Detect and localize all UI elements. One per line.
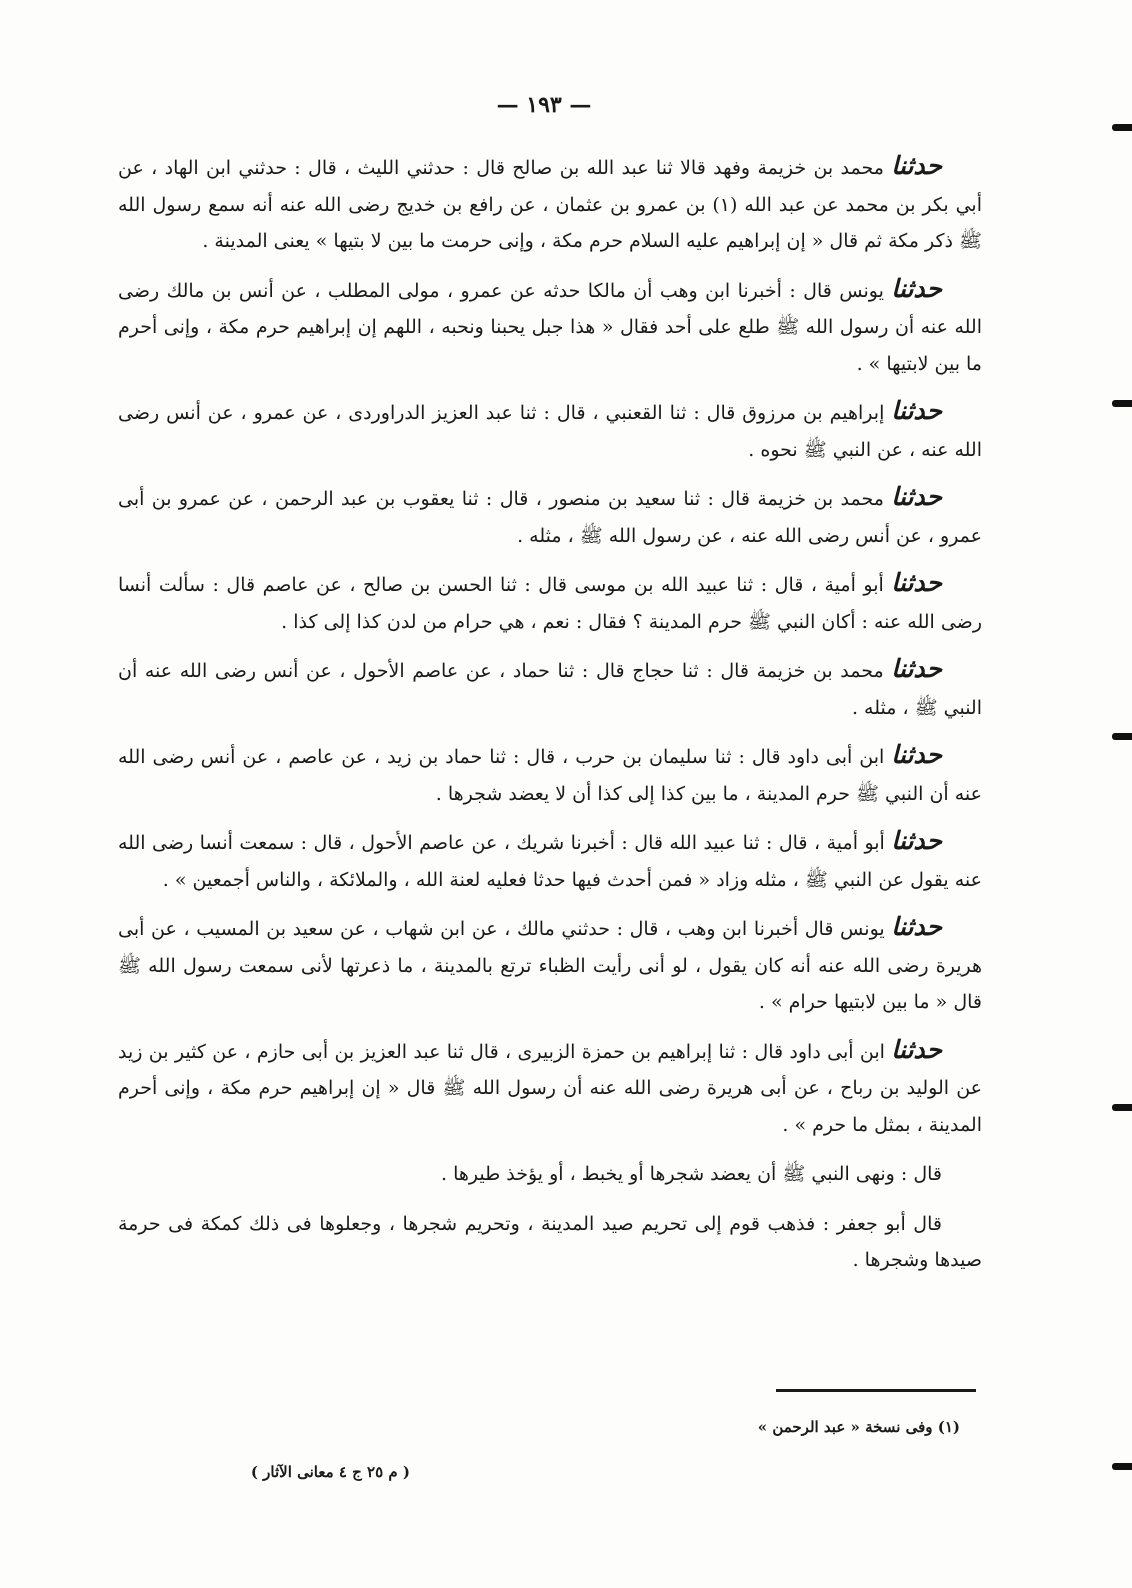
- paragraph-text: إبراهيم بن مرزوق قال : ثنا القعنبي ، قال : ثنا عبد العزيز الدراوردى ، عن عمرو ، عن أنس رضى الله عنه ، عن النبي ﷺ نحوه .: [118, 402, 982, 461]
- body-text: [118, 148, 982, 1290]
- paragraph: [118, 1032, 982, 1144]
- page-number: — ١٩٣ —: [496, 92, 592, 118]
- paragraph-text: محمد بن خزيمة وفهد قالا ثنا عبد الله بن صالح قال : حدثني الليث ، قال : حدثني ابن الهاد ، عن أبي بكر بن محمد عن عبد الله (١) بن عمرو بن عثمان ، عن رافع بن خديج رضى الله عنه أنه سمع رسول الله ﷺ ذكر مكة ثم قال « إن إبراهيم عليه السلام حرم مكة ، وإنى حرمت ما بين لا بتيها » يعنى المدينة .: [118, 157, 982, 252]
- paragraph-opener: حدثنا: [891, 912, 942, 941]
- footnote: (١) وفى نسخة « عبد الرحمن »: [757, 1418, 960, 1436]
- paragraph: [118, 1204, 982, 1279]
- paragraph-opener: حدثنا: [891, 482, 942, 511]
- paragraph: [118, 651, 982, 726]
- paragraph-text: يونس قال أخبرنا ابن وهب ، قال : حدثني مالك ، عن ابن شهاب ، عن سعيد بن المسيب ، عن أبى هريرة رضى الله عنه أنه كان يقول ، لو أنى رأيت الظباء ترتع بالمدينة ، ما ذعرتها لأنى سمعت رسول الله ﷺ قال « ما بين لابتيها حرام » .: [118, 918, 982, 1013]
- edge-mark: [1112, 124, 1132, 131]
- paragraph-text: ابن أبى داود قال : ثنا إبراهيم بن حمزة الزبيرى ، قال ثنا عبد العزيز بن أبى حازم ، عن كثير بن زيد عن الوليد بن رباح ، عن أبى هريرة رضى الله عنه أن رسول الله ﷺ قال « إن إبراهيم حرم مكة ، وإنى أحرم المدينة ، بمثل ما حرم » .: [118, 1040, 982, 1136]
- paragraph-opener: حدثنا: [891, 568, 942, 597]
- edge-mark: [1112, 1463, 1132, 1470]
- paragraph-text: أبو أمية ، قال : ثنا عبيد الله بن موسى قال : ثنا الحسن بن صالح ، عن عاصم قال : سألت أنسا رضى الله عنه : أكان النبي ﷺ حرم المدينة ؟ فقال : نعم ، هي حرام من لدن كذا إلى كذا .: [118, 574, 982, 633]
- paragraph-text: أبو أمية ، قال : ثنا عبيد الله قال : أخبرنا شريك ، عن عاصم الأحول ، قال : سمعت أنسا رضى الله عنه يقول عن النبي ﷺ ، مثله وزاد « فمن أحدث فيها حدثا فعليه لعنة الله ، والملائكة ، والناس أجمعين » .: [118, 832, 982, 891]
- edge-mark: [1112, 400, 1132, 407]
- paragraph: [118, 909, 982, 1021]
- paragraph-opener: حدثنا: [891, 151, 942, 180]
- paragraph-text: قال أبو جعفر : فذهب قوم إلى تحريم صيد المدينة ، وتحريم شجرها ، وجعلوها فى ذلك كمكة فى حرمة صيدها وشجرها .: [118, 1212, 982, 1271]
- edge-mark: [1112, 1104, 1132, 1111]
- paragraph: [118, 823, 982, 898]
- paragraph: [118, 393, 982, 468]
- paragraph-opener: حدثنا: [891, 654, 942, 683]
- paragraph: [118, 148, 982, 260]
- edge-mark: [1112, 733, 1132, 740]
- paragraph-text: يونس قال : أخبرنا ابن وهب أن مالكا حدثه عن عمرو ، مولى المطلب ، عن أنس بن مالك رضى الله عنه أن رسول الله ﷺ طلع على أحد فقال « هذا جبل يحبنا ونحبه ، اللهم إن إبراهيم حرم مكة ، وإنى أحرم ما بين لابتيها » .: [118, 279, 982, 375]
- paragraph-opener: حدثنا: [891, 273, 942, 303]
- paragraph-text: محمد بن خزيمة قال : ثنا حجاج قال : ثنا حماد ، عن عاصم الأحول ، عن أنس رضى الله عنه أن النبي ﷺ ، مثله .: [118, 660, 982, 719]
- paragraph-text: ابن أبى داود قال : ثنا سليمان بن حرب ، قال : ثنا حماد بن زيد ، عن عاصم ، عن أنس رضى الله عنه أن النبي ﷺ حرم المدينة ، ما بين كذا إلى كذا أن لا يعضد شجرها .: [118, 746, 982, 805]
- paragraph: [118, 737, 982, 812]
- signature-line: ( م ٢٥ ج ٤ معانى الآثار ): [250, 1463, 410, 1481]
- paragraph-text: قال : ونهى النبي ﷺ أن يعضد شجرها أو يخبط ، أو يؤخذ طيرها .: [441, 1163, 942, 1185]
- paragraph: [118, 479, 982, 554]
- paragraph: [118, 565, 982, 640]
- paragraph-opener: حدثنا: [891, 1034, 942, 1064]
- paragraph: [118, 1154, 982, 1193]
- paragraph-opener: حدثنا: [891, 396, 942, 425]
- paragraph-text: محمد بن خزيمة قال : ثنا سعيد بن منصور ، قال : ثنا يعقوب بن عبد الرحمن ، عن عمرو بن أبى عمرو ، عن أنس رضى الله عنه ، عن رسول الله ﷺ ، مثله .: [118, 488, 982, 547]
- paragraph-opener: حدثنا: [891, 740, 942, 769]
- footnote-divider: [776, 1389, 976, 1392]
- paragraph-opener: حدثنا: [891, 826, 942, 855]
- paragraph: [118, 271, 982, 383]
